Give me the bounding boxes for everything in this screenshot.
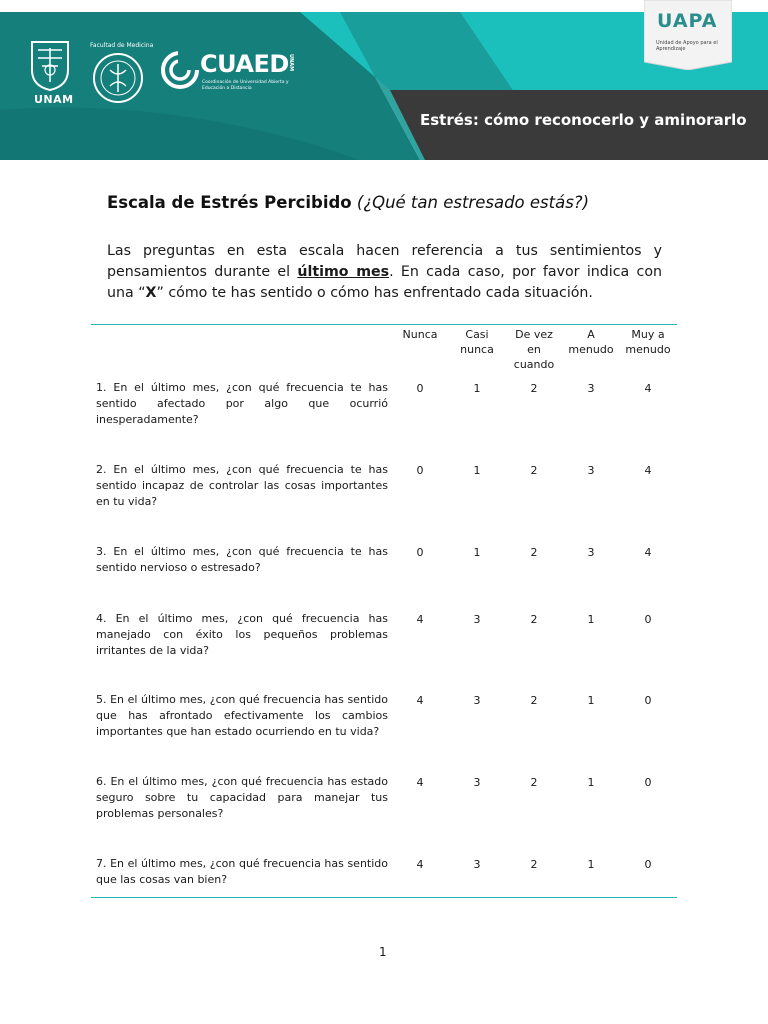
question-3: 3. En el último mes, ¿con qué frecuencia te has sentido nervioso o estresado? (96, 545, 388, 574)
column-header-de-vez-en-cuando: De vez en cuando (513, 328, 555, 371)
value-a-menudo: 3 (587, 546, 595, 559)
question-1: 1. En el último mes, ¿con qué frecuencia te has sentido afectado por algo que ocurrió inesperadamente? (96, 381, 388, 426)
value-casi-nunca: 1 (473, 546, 481, 559)
cuaed-logo (160, 46, 310, 106)
value-de-vez-en-cuando: 2 (530, 464, 538, 477)
question-2: 2. En el último mes, ¿con qué frecuencia te has sentido incapaz de controlar las cosas importantes en tu vida? (96, 463, 388, 508)
value-muy-a-menudo: 4 (644, 546, 652, 559)
intro-paragraph (107, 241, 662, 304)
value-de-vez-en-cuando: 2 (530, 613, 538, 626)
value-muy-a-menudo: 0 (644, 858, 652, 871)
value-casi-nunca: 3 (473, 694, 481, 707)
value-de-vez-en-cuando: 2 (530, 776, 538, 789)
column-header-muy-a-menudo: Muy a menudo (625, 328, 671, 356)
question-7: 7. En el último mes, ¿con qué frecuencia has sentido que las cosas van bien? (96, 857, 388, 886)
medicina-logo (90, 42, 154, 106)
value-casi-nunca: 3 (473, 613, 481, 626)
cuaed-subtitle: Coordinación de Universidad Abierta y Educación a Distancia (202, 80, 289, 91)
cuaed-target-icon (160, 48, 200, 92)
uapa-subtitle: Unidad de Apoyo para el Aprendizaje (656, 40, 718, 52)
column-header-casi-nunca: Casi nunca (460, 328, 494, 356)
value-nunca: 4 (416, 613, 424, 626)
course-title: Estrés: cómo reconocerlo y aminorarlo (420, 111, 747, 129)
value-casi-nunca: 3 (473, 776, 481, 789)
scale-title (107, 193, 589, 212)
value-muy-a-menudo: 4 (644, 464, 652, 477)
unam-label: UNAM (34, 93, 74, 106)
medicina-seal-icon (90, 52, 146, 106)
value-a-menudo: 1 (587, 694, 595, 707)
value-casi-nunca: 1 (473, 382, 481, 395)
intro-underlined: último mes (297, 264, 390, 281)
medicina-label: Facultad de Medicina (90, 42, 154, 49)
unam-shield-icon (28, 40, 72, 92)
value-a-menudo: 1 (587, 858, 595, 871)
intro-text-1: Las preguntas en esta escala hacen referencia a tus sentimientos y pensamientos durante el (107, 243, 662, 281)
value-casi-nunca: 3 (473, 858, 481, 871)
unam-logo (28, 40, 80, 106)
value-a-menudo: 3 (587, 464, 595, 477)
table-bottom-rule (91, 897, 677, 898)
value-nunca: 0 (416, 382, 424, 395)
question-5: 5. En el último mes, ¿con qué frecuencia has sentido que has afrontado efectivamente los cambios importantes que han estado ocurriendo en tu vida? (96, 693, 388, 738)
value-a-menudo: 3 (587, 382, 595, 395)
column-header-a-menudo: A menudo (568, 328, 614, 356)
intro-text-3: ” cómo te has sentido o cómo has enfrentado cada situación. (156, 285, 593, 302)
intro-bold-x: X (145, 285, 157, 302)
value-nunca: 4 (416, 776, 424, 789)
question-4: 4. En el último mes, ¿con qué frecuencia has manejado con éxito los pequeños problemas irritantes de la vida? (96, 612, 388, 657)
value-de-vez-en-cuando: 2 (530, 546, 538, 559)
table-top-rule (91, 324, 677, 325)
value-casi-nunca: 1 (473, 464, 481, 477)
value-a-menudo: 1 (587, 613, 595, 626)
value-a-menudo: 1 (587, 776, 595, 789)
value-nunca: 4 (416, 858, 424, 871)
value-nunca: 0 (416, 546, 424, 559)
value-muy-a-menudo: 4 (644, 382, 652, 395)
value-de-vez-en-cuando: 2 (530, 694, 538, 707)
question-6: 6. En el último mes, ¿con qué frecuencia has estado seguro sobre tu capacidad para manejar tus problemas personales? (96, 775, 388, 820)
column-header-nunca: Nunca (402, 328, 438, 341)
scale-title-italic: (¿Qué tan estresado estás?) (356, 193, 590, 212)
value-muy-a-menudo: 0 (644, 694, 652, 707)
cuaed-vertical-label: UNAM (288, 54, 294, 72)
value-muy-a-menudo: 0 (644, 776, 652, 789)
value-muy-a-menudo: 0 (644, 613, 652, 626)
value-de-vez-en-cuando: 2 (530, 858, 538, 871)
page-number: 1 (379, 945, 387, 959)
value-de-vez-en-cuando: 2 (530, 382, 538, 395)
cuaed-label: CUAED (200, 50, 289, 78)
value-nunca: 4 (416, 694, 424, 707)
intro-text-2: . En cada caso, por favor indica con una “ (107, 264, 662, 302)
value-nunca: 0 (416, 464, 424, 477)
scale-title-bold: Escala de Estrés Percibido (107, 193, 352, 212)
uapa-label: UAPA (657, 10, 718, 32)
